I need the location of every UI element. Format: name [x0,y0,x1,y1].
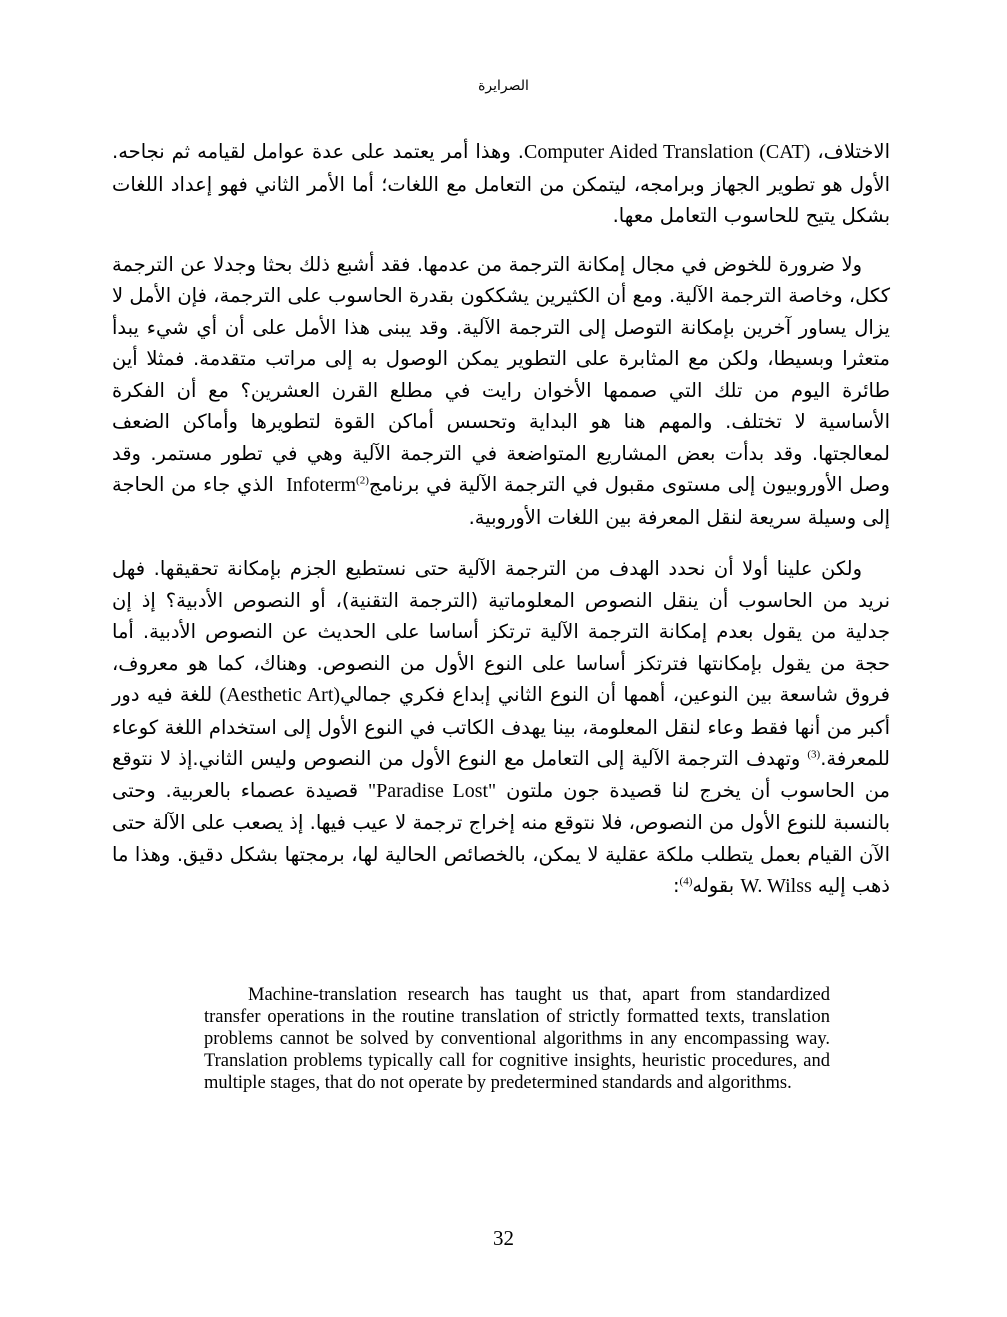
p3-text-3: وتهدف الترجمة الآلية إلى التعامل مع النوع الأول من النصوص وليس الثاني.إذ لا نتوقع من الحاسوب أن يخرج لنا قصيدة جون ملتون [112,747,891,802]
footnote-ref-3: (3) [807,748,821,761]
p3-text-2: للغة فيه دور أكبر من أنها فقط وعاء لنقل المعلومة، بينا يهدف الكاتب في النوع الأول إلى استخدام اللغة كوعاء للمعرفة. [112,683,890,770]
p1-text-1: الاختلاف، [810,140,891,163]
p2-text-2: الذي جاء من الحاجة إلى وسيلة سريعة لنقل المعرفة بين اللغات الأوروبية. [112,473,890,529]
paragraph-2 [112,249,890,534]
p3-text-6: : [672,874,680,897]
p3-english-term-2: "Paradise Lost" [367,779,497,802]
running-header: الصرايرة [478,78,529,94]
paragraph-1 [112,136,890,232]
p3-text-4: قصيدة عصماء بالعربية. وحتى بالنسبة للنوع الأول من النصوص، فلا نتوقع منه إخراج ترجمة لا عيب فيها. إذ يصعب على الآلة حتى الآن القيام بعمل يتطلب ملكة عقلية لا يمكن، بالخصائص الحالية لها، برمجتها بشكل دقيق. وهذا ما ذهب إليه [112,778,890,897]
p1-text-2: . وهذا أمر يعتمد على عدة عوامل لقيامه ثم نجاحه. الأول هو تطوير الجهاز وبرامجه، ليتمكن من التعامل مع اللغات؛ أما الأمر الثاني فهو إعداد اللغات بشكل يتيح للحاسوب التعامل معها. [112,140,890,227]
p3-english-term-1: (Aesthetic Art) [219,684,341,706]
footnote-ref-2: (2) [356,474,369,487]
page-number: 32 [493,1226,514,1250]
p3-english-term-3: W. Wilss [740,875,812,897]
footnote-ref-4: (4) [679,875,693,888]
p2-english-term: Infoterm [280,474,357,496]
p1-english-term: Computer Aided Translation (CAT) [523,141,811,163]
p3-text-5: بقوله [692,874,741,897]
p3-text-1: ولكن علينا أولا أن نحدد الهدف من الترجمة الآلية حتى نستطيع الجزم بإمكانة تحقيقها. فهل نريد من الحاسوب أن ينقل النصوص المعلوماتية (الترجمة التقنية)، أو النصوص الأدبية؟ إذ إن جدلية من يقول بعدم إمكانة الترجمة الآلية ترتكز أساسا على الحديث عن النصوص الأدبية. أما حجة من يقول بإمكانتها فترتكز أساسا على النوع الأول من النصوص. وهناك، كما هو معروف، فروق شاسعة بين النوعين، أهمها أن النوع الثاني إبداع فكري جمالي [112,557,890,706]
p2-text-1: ولا ضرورة للخوض في مجال إمكانة الترجمة من عدمها. فقد أشبع ذلك بحثا وجدلا عن الترجمة ككل، وخاصة الترجمة الآلية. ومع أن الكثيرين يشككون بقدرة الحاسوب على الترجمة، فإن الأمل لا يزال يساور آخرين بإمكانة التوصل إلى الترجمة الآلية. وقد يبنى هذا الأمل على أن أي شيء يبدأ متعثرا وبسيطا، ولكن مع المثابرة على التطوير يمكن الوصول به إلى مراتب متقدمة. فمثلا أين طائرة اليوم من تلك التي صممها الأخوان رايت في مطلع القرن العشرين؟ مع أن الفكرة الأساسية لا تختلف. والمهم هنا هو البداية وتحسس أماكن القوة لتطويرها وأماكن الضعف لمعالجتها. وقد بدأت بعض المشاريع المتواضعة في الترجمة الآلية وهي في تطور مستمر. وقد وصل الأوروبيون إلى مستوى مقبول في الترجمة الآلية في برنامج [112,252,890,496]
paragraph-3 [112,553,890,903]
main-text [112,136,890,903]
block-quote: Machine-translation research has taught us that, apart from standardized transfer operations in the routine translation of strictly formatted texts, translation problems cannot be solved by conventional algorithms in any encompassing way. Translation problems typically call for cognitive insights, heuristic procedures, and multiple stages, that do not operate by predetermined standards and algorithms. [204,985,830,1093]
